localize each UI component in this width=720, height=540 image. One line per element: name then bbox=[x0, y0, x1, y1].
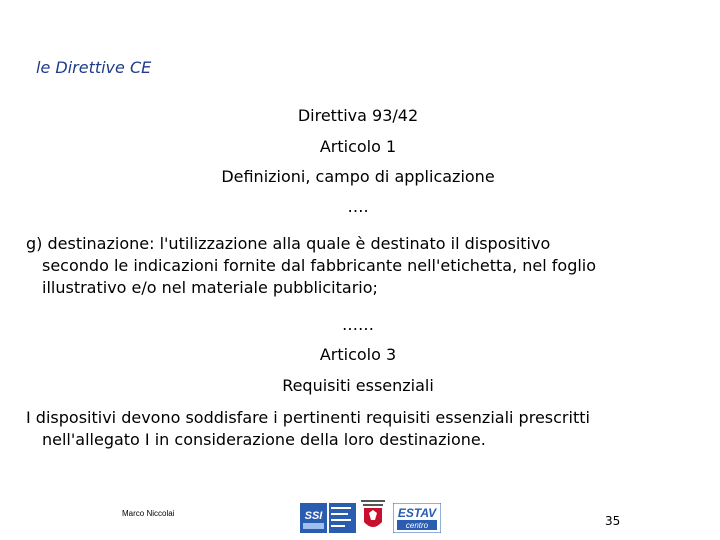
footer-author: Marco Niccolai bbox=[122, 509, 175, 518]
estav-logo bbox=[393, 503, 441, 533]
article-3-heading: Requisiti essenziali bbox=[282, 376, 434, 395]
paragraph-g-line-3: illustrativo e/o nel materiale pubblicitario; bbox=[42, 278, 378, 297]
directive-title: Direttiva 93/42 bbox=[297, 106, 419, 125]
paragraph-requirements-line-2: nell'allegato I in considerazione della loro destinazione. bbox=[42, 430, 486, 449]
ellipsis-1: …. bbox=[347, 197, 369, 216]
ellipsis-2: …… bbox=[342, 315, 374, 334]
paragraph-g-line-1: g) destinazione: l'utilizzazione alla quale è destinato il dispositivo bbox=[26, 234, 551, 253]
page-number: 35 bbox=[605, 514, 621, 528]
paragraph-requirements bbox=[26, 407, 696, 451]
ssi-logo bbox=[300, 503, 356, 533]
section-title: le Direttive CE bbox=[36, 58, 152, 77]
estav-logo-subtitle: centro bbox=[405, 521, 429, 530]
article-1-heading: Definizioni, campo di applicazione bbox=[221, 167, 495, 186]
estav-logo-text: ESTAV bbox=[397, 506, 437, 520]
ssi-logo-text: SSI bbox=[304, 510, 323, 522]
paragraph-g-line-2: secondo le indicazioni fornite dal fabbricante nell'etichetta, nel foglio bbox=[42, 256, 597, 275]
paragraph-g bbox=[26, 233, 696, 299]
article-3-label: Articolo 3 bbox=[319, 345, 397, 364]
article-1-label: Articolo 1 bbox=[319, 137, 397, 156]
paragraph-requirements-line-1: I dispositivi devono soddisfare i pertinenti requisiti essenziali prescritti bbox=[26, 408, 590, 427]
regione-toscana-logo bbox=[360, 500, 386, 534]
